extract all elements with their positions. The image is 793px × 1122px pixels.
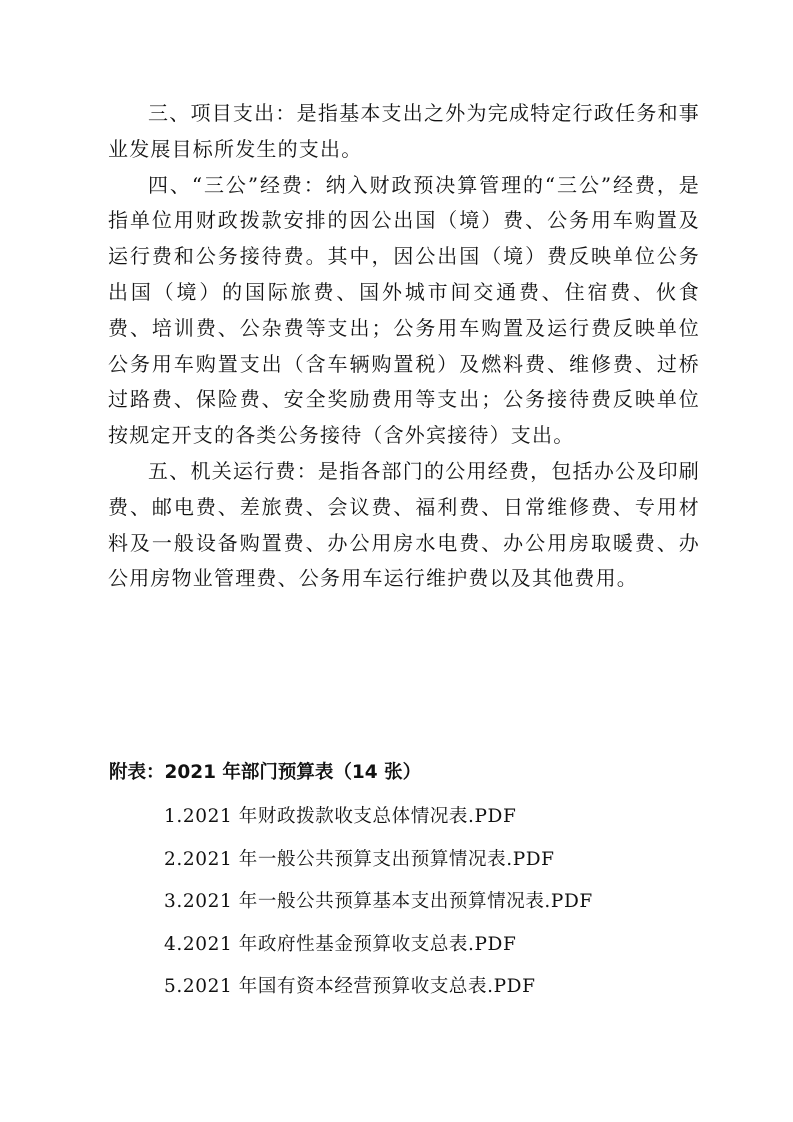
attachment-link[interactable]: 2.2021 年一般公共预算支出预算情况表.PDF <box>164 848 555 870</box>
paragraph-agency-operating-costs: 五、机关运行费：是指各部门的公用经费，包括办公及印刷费、邮电费、差旅费、会议费、福利费、日常维修费、专用材料及一般设备购置费、办公用房水电费、办公用房取暖费、办公用房物业管理费、公务用车运行维护费以及其他费用。 <box>108 458 700 591</box>
body-text <box>108 96 700 597</box>
attachment-list <box>109 796 709 1009</box>
appendix-title: 附表：2021 年部门预算表（14 张） <box>109 762 422 783</box>
attachment-link[interactable]: 4.2021 年政府性基金预算收支总表.PDF <box>164 933 517 955</box>
attachment-link[interactable]: 3.2021 年一般公共预算基本支出预算情况表.PDF <box>164 891 593 912</box>
attachment-link[interactable]: 5.2021 年国有资本经营预算收支总表.PDF <box>164 976 536 997</box>
paragraph-three-public-expenses: 四、“三公”经费：纳入财政预决算管理的“三公”经费，是指单位用财政拨款安排的因公出国（境）费、公务用车购置及运行费和公务接待费。其中，因公出国（境）费反映单位公务出国（境）的国际旅费、国外城市间交通费、住宿费、伙食费、培训费、公杂费等支出；公务用车购置及运行费反映单位公务用车购置支出（含车辆购置税）及燃料费、维修费、过桥过路费、保险费、安全奖励费用等支出；公务接待费反映单位按规定开支的各类公务接待（含外宾接待）支出。 <box>108 172 700 448</box>
appendix-section <box>109 759 709 1009</box>
attachment-link[interactable]: 1.2021 年财政拨款收支总体情况表.PDF <box>164 806 517 827</box>
paragraph-project-expenditure: 三、项目支出：是指基本支出之外为完成特定行政任务和事业发展目标所发生的支出。 <box>108 101 700 161</box>
